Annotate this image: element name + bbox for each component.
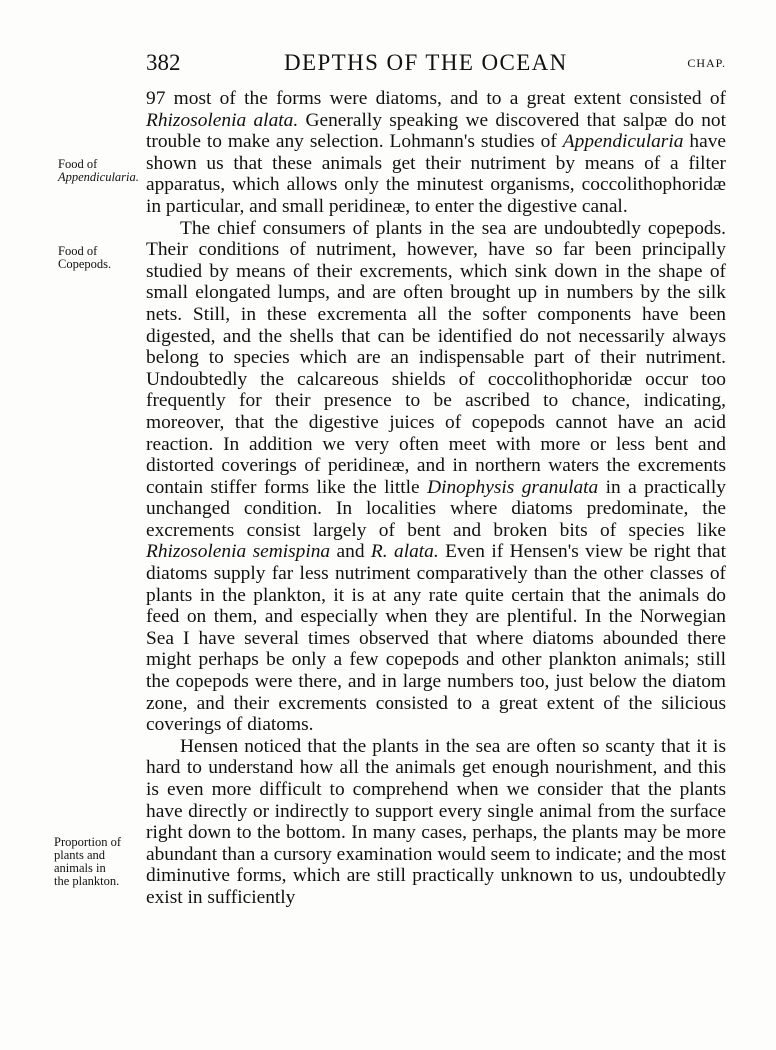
body-text	[146, 88, 726, 909]
sidenote-appendicularia	[58, 158, 142, 184]
paragraph-2-text-3: and	[330, 541, 371, 563]
sidenote-copepods	[58, 245, 142, 271]
page-number: 382	[146, 50, 181, 75]
sidenote-copepods-name: Copepods.	[58, 257, 112, 271]
paragraph-1-species-1: Rhizosolenia alata.	[146, 109, 299, 131]
paragraph-2-species-dinophysis: Dinophysis granulata	[427, 476, 599, 498]
running-title: DEPTHS OF THE OCEAN	[284, 50, 568, 75]
sidenote-copepods-prefix: Food of	[58, 244, 98, 258]
sidenote-proportion-line-2: plants and	[54, 848, 106, 862]
paragraph-2-species-semispina: Rhizosolenia semispina	[146, 541, 331, 563]
sidenote-proportion-line-4: the plankton.	[54, 874, 120, 888]
paragraph-2-text-4: Even if Hensen's view be right that diatoms supply far less nutriment comparatively than the other classes of plants in the plankton, it is at any rate quite certain that the animals do feed on them, and especially when they are plentiful. In the Norwegian Sea I have several times observed that where diatoms abounded there might perhaps be only a few copepods and other plankton animals; still the copepods were there, and in large numbers too, just below the diatom zone, and their excrements consisted to a great extent of the silicious coverings of diatoms.	[146, 541, 727, 736]
paragraph-1-text-2: Generally speaking we discovered that salpæ do not trouble to make any selection. Lohmann's studies of	[146, 109, 726, 153]
paragraph-3	[146, 736, 726, 909]
paragraph-2	[146, 218, 726, 736]
paragraph-3-text-1: Hensen noticed that the plants in the sea are often so scanty that it is hard to understand how all the animals get enough nourishment, and this is even more difficult to comprehend when we consider that the plants have directly or indirectly to support every single animal from the surface right down to the bottom. In many cases, perhaps, the plants may be more abundant than a cursory examination would seem to indicate; and the most diminutive forms, which are still practically unknown to us, undoubtedly exist in sufficiently	[146, 735, 726, 908]
paragraph-2-text-1: The chief consumers of plants in the sea are undoubtedly copepods. Their conditions of nutriment, however, have so far been principally studied by means of their excrements, which sink down in the shape of small elongated lumps, and are often brought up in numbers by the silk nets. Still, in these excrementa all the softer components have been digested, and the shells that can be identified do not necessarily always belong to species which are an indispensable part of their nutriment. Undoubtedly the calcareous shields of coccolithophoridæ occur too frequently for their presence to be ascribed to chance, indicating, moreover, that the digestive juices of copepods cannot have an acid reaction. In addition we very often meet with more or less bent and distorted coverings of peridineæ, and in northern waters the excrements contain stiffer forms like the little	[146, 217, 726, 498]
sidenote-appendicularia-prefix: Food of	[58, 157, 98, 171]
paragraph-1-text-1: 97 most of the forms were diatoms, and to a great extent consisted of	[146, 88, 726, 109]
sidenote-proportion-line-3: animals in	[54, 861, 106, 875]
paragraph-1	[146, 88, 726, 218]
paragraph-1-text-3: have shown us that these animals get their nutriment by means of a filter apparatus, which allows only the minutest organisms, coccolithophoridæ in particular, and small peridineæ, to enter the digestive canal.	[146, 131, 726, 217]
sidenote-appendicularia-name: Appendicularia.	[58, 170, 139, 184]
chapter-label: CHAP.	[687, 56, 726, 70]
paragraph-2-species-alata: R. alata.	[370, 541, 439, 563]
sidenote-proportion-line-1: Proportion of	[54, 835, 122, 849]
running-header	[146, 50, 726, 80]
paragraph-1-genus-appendicularia: Appendicularia	[562, 131, 684, 153]
sidenote-proportion	[54, 836, 144, 888]
paragraph-2-text-2: in a practically unchanged condition. In localities where diatoms predominate, the excrements consist largely of bent and broken bits of species like	[146, 476, 726, 541]
